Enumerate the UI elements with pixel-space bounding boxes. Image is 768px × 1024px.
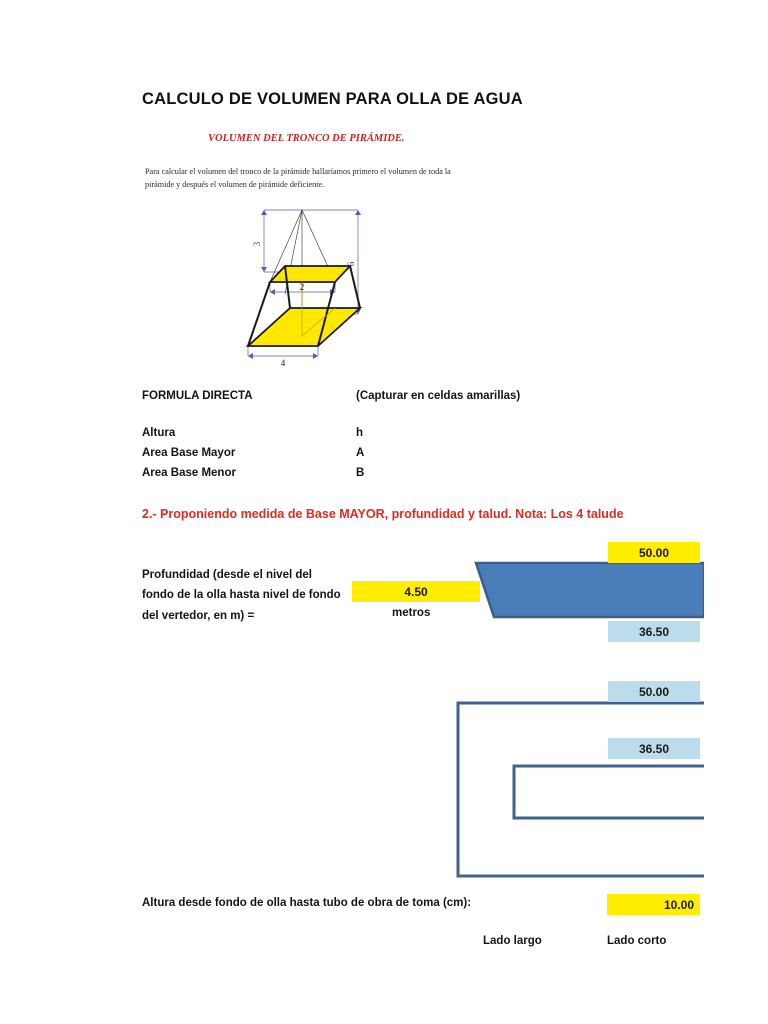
plan-base-menor-cell: 36.50 bbox=[608, 738, 700, 759]
lado-corto-label: Lado corto bbox=[607, 935, 667, 947]
frustum-of-pyramid-diagram bbox=[240, 196, 380, 371]
area-base-menor-row-label: Area Base Menor bbox=[142, 467, 236, 479]
section-base-mayor-input-cell[interactable]: 50.00 bbox=[608, 542, 700, 563]
capturar-note: (Capturar en celdas amarillas) bbox=[356, 390, 521, 402]
formula-directa-heading: FORMULA DIRECTA bbox=[142, 390, 253, 402]
profundidad-unit-label: metros bbox=[392, 607, 431, 619]
svg-text:2: 2 bbox=[299, 282, 305, 292]
cross-section-trapezoid bbox=[472, 560, 704, 622]
lado-largo-label: Lado largo bbox=[483, 935, 542, 947]
profundidad-input-cell[interactable]: 4.50 bbox=[352, 581, 480, 602]
altura-row-label: Altura bbox=[142, 427, 176, 439]
altura-tubo-label: Altura desde fondo de olla hasta tubo de obra de toma (cm): bbox=[142, 897, 472, 909]
plan-nested-rectangles bbox=[452, 697, 704, 882]
page-title: CALCULO DE VOLUMEN PARA OLLA DE AGUA bbox=[142, 90, 523, 108]
intro-paragraph: Para calcular el volumen del tronco de la pirámide hallaríamos primero el volumen de toda la pirámide y después el volumen de pirámide deficiente. bbox=[145, 167, 451, 189]
svg-text:3: 3 bbox=[252, 241, 262, 247]
altura-tubo-input-cell[interactable]: 10.00 bbox=[607, 894, 700, 915]
profundidad-label: Profundidad (desde el nivel del fondo de la olla hasta nivel de fondo del vertedor, en m) = bbox=[142, 569, 341, 622]
area-base-mayor-row-label: Area Base Mayor bbox=[142, 447, 236, 459]
section-2-heading: 2.- Proponiendo medida de Base MAYOR, profundidad y talud. Nota: Los 4 talude bbox=[142, 507, 624, 521]
section-subtitle: VOLUMEN DEL TRONCO DE PIRÁMIDE. bbox=[208, 133, 405, 144]
section-base-menor-cell: 36.50 bbox=[608, 621, 700, 642]
area-base-menor-row-symbol: B bbox=[356, 467, 365, 479]
plan-base-mayor-cell: 50.00 bbox=[608, 681, 700, 702]
area-base-mayor-row-symbol: A bbox=[356, 447, 365, 459]
svg-text:6: 6 bbox=[346, 261, 356, 267]
svg-text:4: 4 bbox=[280, 358, 286, 368]
altura-row-symbol: h bbox=[356, 427, 364, 439]
